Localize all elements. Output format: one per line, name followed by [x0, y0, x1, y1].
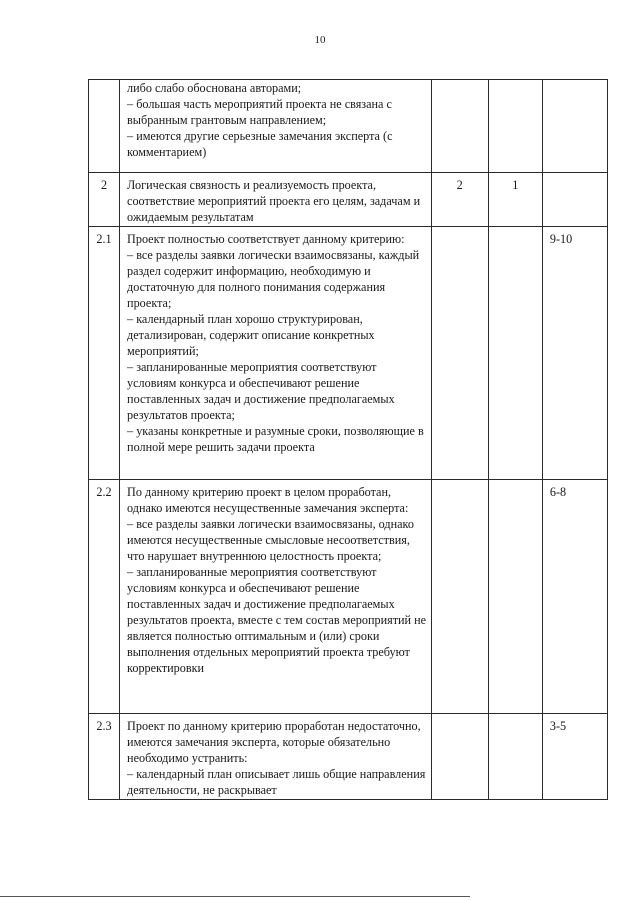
column-b-value	[489, 714, 542, 718]
criterion-text: По данному критерию проект в целом проработан, однако имеются несущественные замечания эксперта: – все разделы заявки логически взаимосвязаны, однако имеются несущественные смысловые несоответствия, что нарушает внутреннюю целостность проекта; – запланированные мероприятия соответствуют условиям конкурса и обеспечивают решение поставленных задач и достижение предполагаемых результатов проекта, вместе с тем состав мероприятий не является полностью оптимальным и (или) сроки выполнения отдельных мероприятий проекта требуют корректировки	[127, 485, 427, 675]
column-b-value	[489, 80, 542, 84]
table-row	[89, 80, 608, 173]
row-number-cell	[89, 173, 120, 227]
column-a-cell	[431, 480, 488, 714]
score-cell	[542, 80, 607, 173]
column-b-value	[489, 227, 542, 231]
score-cell	[542, 714, 607, 800]
column-b-cell	[488, 173, 542, 227]
scan-edge-line	[0, 896, 470, 897]
table-row	[89, 714, 608, 800]
criterion-text-cell	[120, 227, 432, 480]
column-b-value: 1	[512, 178, 519, 192]
column-b-cell	[488, 714, 542, 800]
score-value	[543, 173, 607, 177]
row-number: 2.3	[96, 719, 112, 733]
column-b-cell	[488, 480, 542, 714]
column-a-value	[432, 714, 488, 718]
score-value: 9-10	[549, 232, 573, 246]
criterion-text-cell	[120, 173, 432, 227]
table-row	[89, 480, 608, 714]
row-number: 2.1	[96, 232, 112, 246]
score-value: 3-5	[549, 719, 567, 733]
score-cell	[542, 480, 607, 714]
score-cell	[542, 173, 607, 227]
column-a-value	[432, 480, 488, 484]
row-number: 2.2	[96, 485, 112, 499]
page-number: 10	[314, 34, 326, 46]
criterion-text: либо слабо обоснована авторами; – большая часть мероприятий проекта не связана с выбранным грантовым направлением; – имеются другие серьезные замечания эксперта (с комментарием)	[127, 81, 393, 159]
column-a-value: 2	[456, 178, 463, 192]
column-b-value	[489, 480, 542, 484]
row-number: 2	[100, 178, 108, 192]
row-number	[89, 80, 119, 84]
criterion-text: Проект полностью соответствует данному критерию: – все разделы заявки логически взаимосвязаны, каждый раздел содержит информацию, необходимую и достаточную для полного понимания содержания проекта; – календарный план хорошо структурирован, детализирован, содержит описание конкретных мероприятий; – запланированные мероприятия соответствуют условиям конкурса и обеспечивают решение поставленных задач и достижение предполагаемых результатов проекта; – указаны конкретные и разумные сроки, позволяющие в полной мере решить задачи проекта	[127, 232, 424, 454]
column-b-cell	[488, 227, 542, 480]
score-cell	[542, 227, 607, 480]
column-a-value	[432, 227, 488, 231]
row-number-cell	[89, 480, 120, 714]
column-a-cell	[431, 714, 488, 800]
table-row	[89, 173, 608, 227]
criterion-text-cell	[120, 480, 432, 714]
criterion-text: Проект по данному критерию проработан недостаточно, имеются замечания эксперта, которые обязательно необходимо устранить: – календарный план описывает лишь общие направления деятельности, не раскрывает	[127, 719, 426, 797]
criteria-table	[88, 79, 608, 800]
row-number-cell	[89, 80, 120, 173]
column-b-cell	[488, 80, 542, 173]
criterion-text-cell	[120, 80, 432, 173]
criterion-text-cell	[120, 714, 432, 800]
column-a-cell	[431, 80, 488, 173]
score-value: 6-8	[549, 485, 567, 499]
column-a-value	[432, 80, 488, 84]
column-a-cell	[431, 227, 488, 480]
column-a-cell	[431, 173, 488, 227]
row-number-cell	[89, 227, 120, 480]
table-row	[89, 227, 608, 480]
row-number-cell	[89, 714, 120, 800]
score-value	[543, 80, 607, 84]
criterion-text: Логическая связность и реализуемость проекта, соответствие мероприятий проекта его целям, задачам и ожидаемым результатам	[127, 178, 421, 224]
